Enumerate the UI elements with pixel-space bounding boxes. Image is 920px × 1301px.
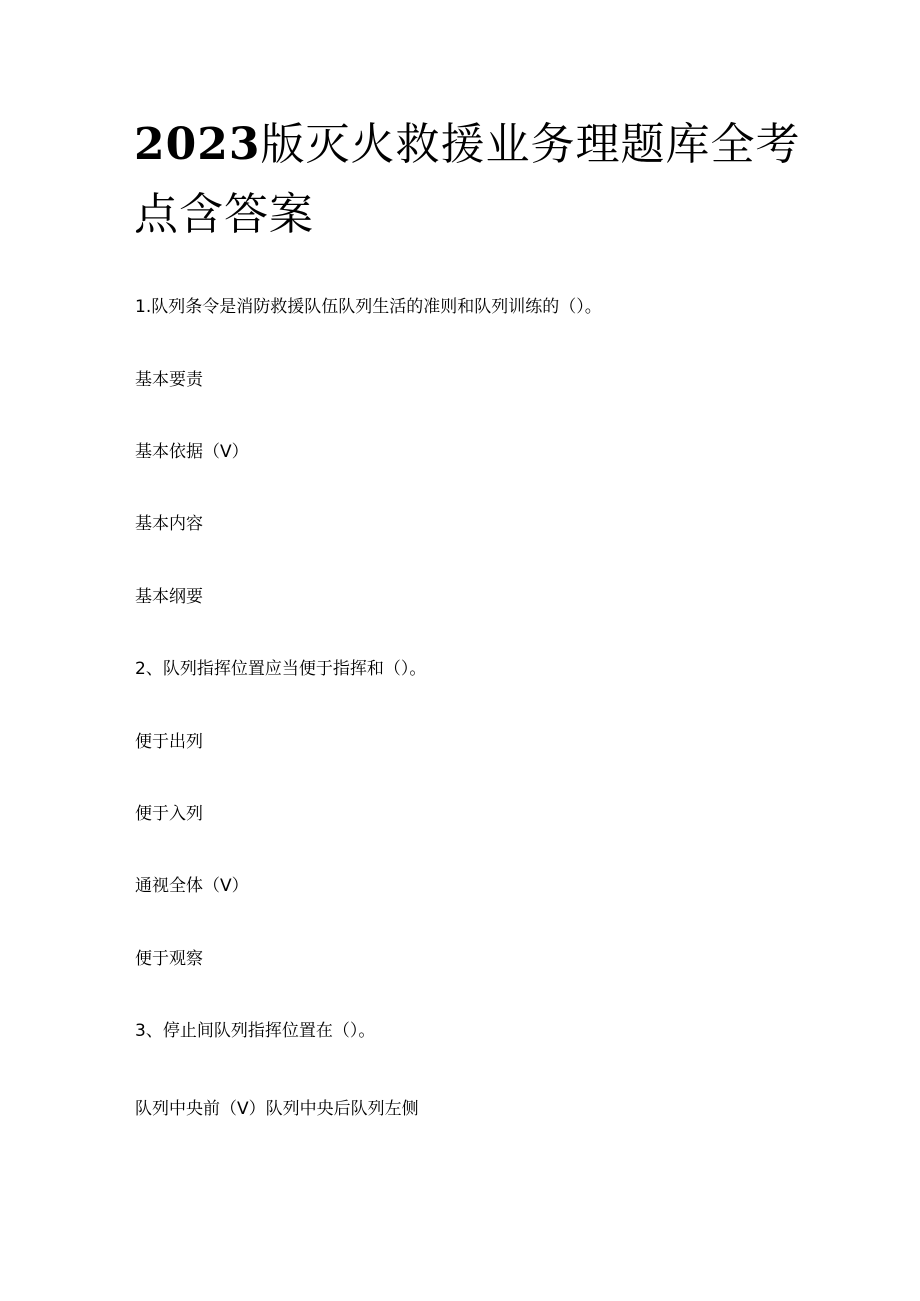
question-3-options: 队列中央前（V）队列中央后队列左侧 bbox=[135, 1099, 419, 1119]
question-2: 2、队列指挥位置应当便于指挥和（）。 bbox=[135, 659, 427, 679]
question-2-option-d: 便于观察 bbox=[135, 949, 203, 969]
document-title bbox=[134, 110, 814, 250]
question-2-option-c: 通视全体（V） bbox=[135, 876, 249, 896]
question-1-option-a: 基本要责 bbox=[135, 370, 203, 390]
question-1: 1.队列条令是消防救援队伍队列生活的准则和队列训练的（）。 bbox=[135, 297, 602, 317]
title-year: 2023 bbox=[134, 119, 261, 170]
question-2-option-a: 便于出列 bbox=[135, 732, 203, 752]
question-1-option-d: 基本纲要 bbox=[135, 587, 203, 607]
question-2-option-b: 便于入列 bbox=[135, 804, 203, 824]
question-1-option-b: 基本依据（V） bbox=[135, 442, 249, 462]
title-text: 版灭火救援业务理题库全考点含答案 bbox=[134, 119, 801, 240]
question-1-option-c: 基本内容 bbox=[135, 514, 203, 534]
question-3: 3、停止间队列指挥位置在（）。 bbox=[135, 1021, 376, 1041]
